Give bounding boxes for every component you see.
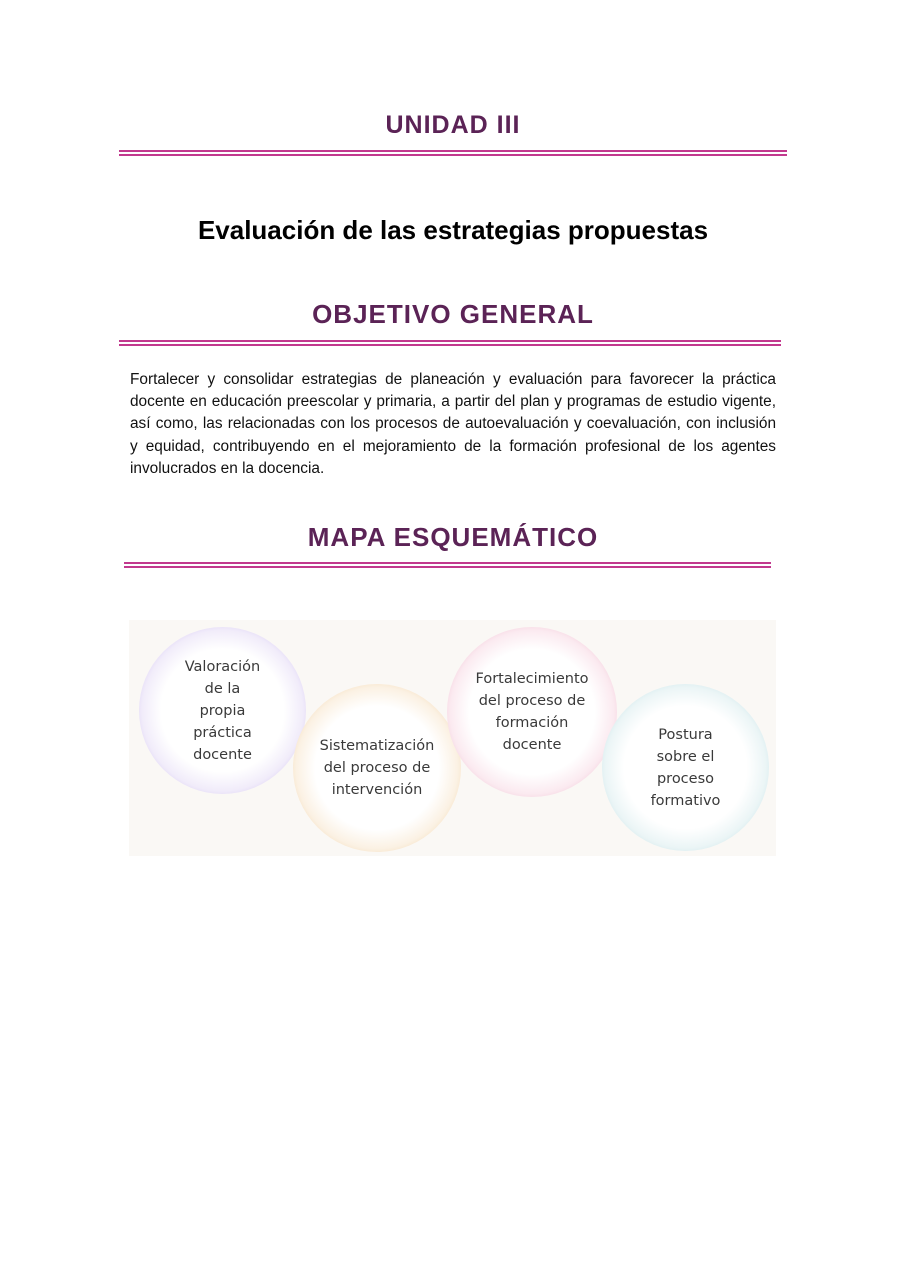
bubble-sistematizacion (293, 684, 461, 852)
objective-rule-top (119, 340, 781, 342)
bubble-postura (602, 684, 769, 851)
map-rule-bottom (124, 566, 771, 568)
bubble-valoracion (139, 627, 306, 794)
unit-title-rule-bottom (119, 154, 787, 156)
map-rule-top (124, 562, 771, 564)
map-heading: MAPA ESQUEMÁTICO (307, 522, 599, 552)
bubble-label: Valoración de la propia práctica docente (184, 658, 261, 763)
bubble-label: Postura sobre el proceso formativo (650, 726, 721, 809)
objective-text: Fortalecer y consolidar estrategias de planeación y evaluación para favorecer la práctica docente en educación preescolar y primaria, a partir del plan y programas de estudio vigente, así como, las relacionadas con los procesos de autoevaluación y coevaluación, con inclusión y equidad, contribuyendo en el mejoramiento de la formación profesional de los agentes involucrados en la docencia. (130, 371, 776, 477)
bubble-label: Fortalecimiento del proceso de formación docente (475, 671, 589, 753)
unit-title: UNIDAD III (385, 111, 521, 139)
bubble-label: Sistematización del proceso de intervención (319, 738, 435, 798)
unit-title-rule-top (119, 150, 787, 152)
schematic-map (129, 620, 776, 856)
unit-subtitle: Evaluación de las estrategias propuestas (197, 215, 709, 245)
bubble-fortalecimiento (447, 627, 617, 797)
objective-heading: OBJETIVO GENERAL (312, 299, 594, 329)
objective-rule-bottom (119, 344, 781, 346)
